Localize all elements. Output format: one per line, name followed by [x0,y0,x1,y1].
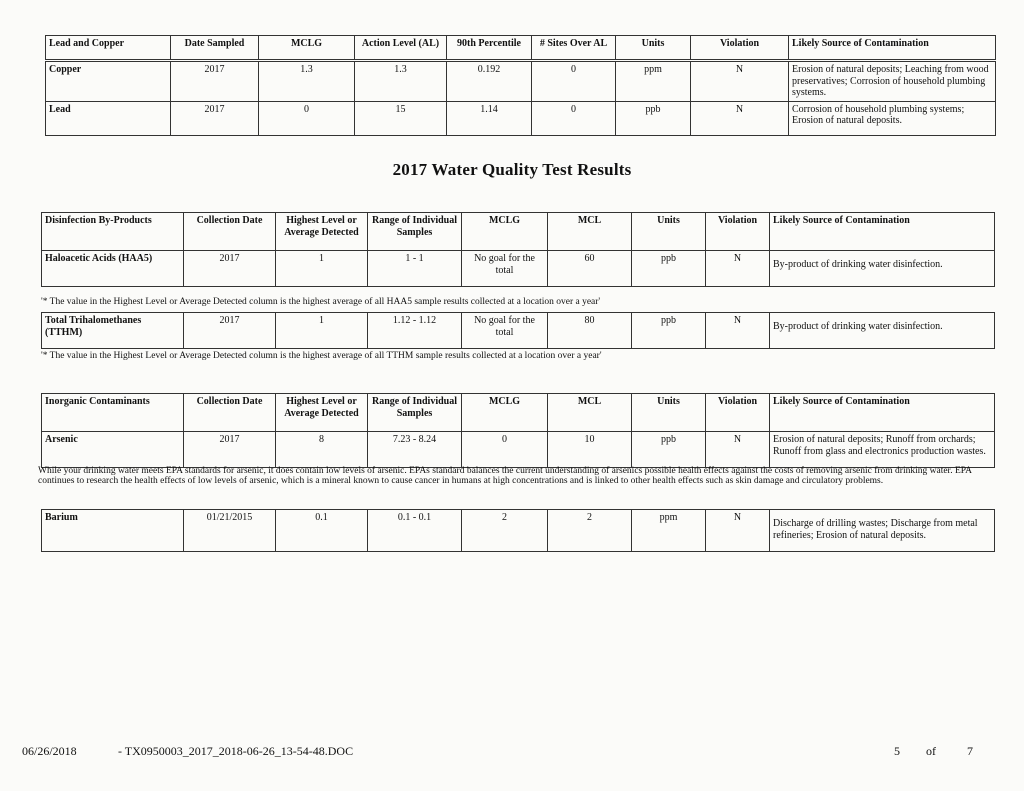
table-cell: 0 [532,101,616,135]
column-header: Likely Source of Contamination [770,394,995,432]
table-cell: N [706,510,770,552]
table-cell: 80 [548,313,632,349]
source-cell: By-product of drinking water disinfection. [770,251,995,287]
column-header: MCLG [462,213,548,251]
column-header: Violation [691,36,789,60]
table-cell: N [706,313,770,349]
column-header: # Sites Over AL [532,36,616,60]
column-header: MCL [548,394,632,432]
column-header: Action Level (AL) [355,36,447,60]
table-cell: 2017 [171,62,259,102]
table-cell: No goal for the total [462,313,548,349]
arsenic-note: While your drinking water meets EPA standards for arsenic, it does contain low levels of arsenic. EPAs standard balances the current understanding of arsenics possible health effects against the costs of removing arsenic from drinking water. EPA continues to research the health effects of low levels of arsenic, which is a mineral known to cause cancer in humans at high concentrations and is linked to other health effects such as skin damage and circulatory problems. [38,466,972,487]
column-header: Likely Source of Contamination [789,36,996,60]
table-cell: 0 [259,101,355,135]
table-cell: 7.23 - 8.24 [368,432,462,468]
haa5-footnote: '* The value in the Highest Level or Average Detected column is the highest average of all HAA5 sample results collected at a location over a year' [41,297,601,307]
table-cell: 8 [276,432,368,468]
column-header: Units [632,394,706,432]
table-cell: 1 - 1 [368,251,462,287]
source-cell: Corrosion of household plumbing systems; Erosion of natural deposits. [789,101,996,135]
table-cell: 1 [276,313,368,349]
table-row [46,101,996,135]
column-header: MCLG [259,36,355,60]
table-row [42,313,995,349]
table-row [46,62,996,102]
source-cell: Erosion of natural deposits; Runoff from orchards; Runoff from glass and electronics production wastes. [770,432,995,468]
table-cell: ppb [616,101,691,135]
table-cell: 2 [462,510,548,552]
contaminant-name: Barium [42,510,184,552]
table-cell: N [691,62,789,102]
column-header: Date Sampled [171,36,259,60]
page-title: 2017 Water Quality Test Results [392,160,632,179]
table-row [42,510,995,552]
column-header: Units [616,36,691,60]
table-cell: ppm [632,510,706,552]
table-cell: N [691,101,789,135]
column-header: Highest Level or Average Detected [276,394,368,432]
contaminant-name: Total Trihalomethanes (TTHM) [42,313,184,349]
column-header: Inorganic Contaminants [42,394,184,432]
column-header: MCL [548,213,632,251]
table-row [42,251,995,287]
source-cell: By-product of drinking water disinfection. [770,313,995,349]
column-header: Range of Individual Samples [368,394,462,432]
table-cell: N [706,251,770,287]
footer-page-total: 7 [967,744,973,758]
table-row [42,432,995,468]
table-cell: 0.1 [276,510,368,552]
table-cell: ppm [616,62,691,102]
contaminant-name: Lead [46,101,171,135]
table-cell: ppb [632,432,706,468]
inorganic-contaminants-table [41,393,995,468]
column-header: MCLG [462,394,548,432]
table-cell: 1 [276,251,368,287]
tthm-table [41,312,995,349]
source-cell: Erosion of natural deposits; Leaching from wood preservatives; Corrosion of household plumbing systems. [789,62,996,102]
table-cell: 1.14 [447,101,532,135]
table-cell: 01/21/2015 [184,510,276,552]
table-cell: 0.192 [447,62,532,102]
source-cell: Discharge of drilling wastes; Discharge from metal refineries; Erosion of natural deposits. [770,510,995,552]
footer-page-number: 5 [894,744,900,758]
table-cell: 60 [548,251,632,287]
table-header-row [46,36,996,60]
column-header: Violation [706,213,770,251]
contaminant-name: Copper [46,62,171,102]
table-cell: 2017 [184,251,276,287]
contaminant-name: Haloacetic Acids (HAA5) [42,251,184,287]
footer-of-label: of [926,744,936,758]
table-cell: ppb [632,313,706,349]
column-header: Highest Level or Average Detected [276,213,368,251]
column-header: Collection Date [184,213,276,251]
table-cell: ppb [632,251,706,287]
column-header: Collection Date [184,394,276,432]
table-cell: 2017 [171,101,259,135]
table-header-row [42,394,995,432]
table-cell: 1.3 [355,62,447,102]
footer-date: 06/26/2018 [22,744,77,758]
table-cell: 0 [532,62,616,102]
column-header: 90th Percentile [447,36,532,60]
table-cell: 15 [355,101,447,135]
contaminant-name: Arsenic [42,432,184,468]
table-header-row [42,213,995,251]
footer-document-name: - TX0950003_2017_2018-06-26_13-54-48.DOC [118,744,354,758]
table-cell: N [706,432,770,468]
column-header: Violation [706,394,770,432]
column-header: Likely Source of Contamination [770,213,995,251]
column-header: Lead and Copper [46,36,171,60]
table-cell: No goal for the total [462,251,548,287]
disinfection-byproducts-table [41,212,995,287]
column-header: Units [632,213,706,251]
table-cell: 1.3 [259,62,355,102]
barium-table [41,509,995,552]
table-cell: 10 [548,432,632,468]
tthm-footnote: '* The value in the Highest Level or Average Detected column is the highest average of all TTHM sample results collected at a location over a year' [41,351,602,361]
table-cell: 2 [548,510,632,552]
table-cell: 1.12 - 1.12 [368,313,462,349]
table-cell: 2017 [184,313,276,349]
column-header: Disinfection By-Products [42,213,184,251]
table-cell: 0.1 - 0.1 [368,510,462,552]
column-header: Range of Individual Samples [368,213,462,251]
lead-copper-table [45,35,996,136]
table-cell: 2017 [184,432,276,468]
table-cell: 0 [462,432,548,468]
